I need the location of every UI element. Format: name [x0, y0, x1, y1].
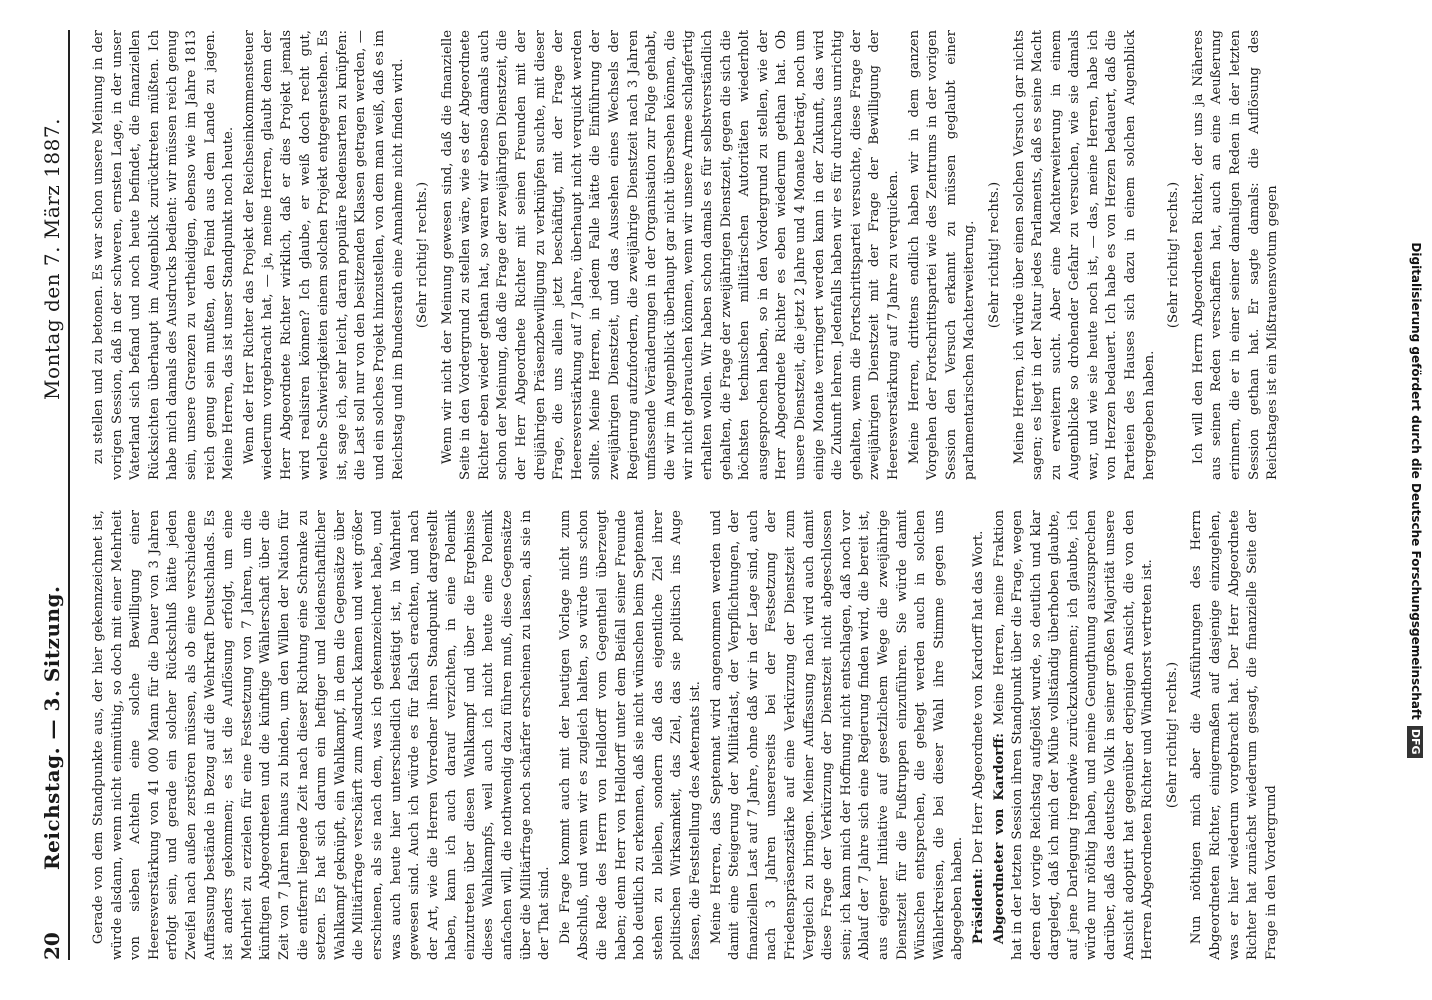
paragraph: Meine Herren, ich würde über einen solchen Versuch gar nichts sagen; es liegt in der Natur jedes Parlaments, daß es seine Macht zu erweitern sucht. Aber eine Machterweiterung in einem Augenblicke so drohender Gefahr zu versuchen, wie sie damals war, und wie sie heute noch ist, — das, meine Herren, habe ich von Herzen bedauert. Ich habe es von Herzen bedauert, daß die Parteien des Hauses sich dazu in einem solchen Augenblick hergegeben haben.	[1011, 30, 1157, 480]
dfg-logo: DFG	[1407, 726, 1423, 758]
paragraph: zu stellen und zu betonen. Es war schon unsere Meinung in der vorigen Session, daß in der schweren, ernsten Lage, in der unser Vaterland sich befand und noch heute befindet, die finanziellen Rücksichten überhaupt im Augenblick zurücktreten müßten. Ich habe mich damals des Ausdrucks bedient: wir müssen reich genug sein, unsere Grenzen zu vertheidigen, ebenso wie im Jahre 1813 reich genug sein mußten, den Feind aus dem Lande zu jagen. Meine Herren, das ist unser Standpunkt noch heute.	[91, 30, 237, 480]
applause-note: (Sehr richtig! rechts.)	[415, 181, 431, 329]
president-label: Präsident:	[970, 868, 986, 945]
applause-note: (Sehr richtig! rechts.)	[1164, 661, 1180, 809]
digitization-note	[1402, 20, 1430, 980]
paragraph: Wenn der Herr Richter das Projekt der Reichseinkommensteuer wiederum vorgebracht hat, — ja, meine Herren, glaubt denn der Herr Abgeordnete Richter wirklich, daß er dies Projekt jemals wird realisiren können? Ich glaube, er weiß doch recht gut, welche Schwierigkeiten einem solchen Projekt entgegenstehen. Es ist, sage ich, sehr leicht, daran populäre Redensarten zu knüpfen: die Last soll nur von den besitzenden Klassen getragen werden, — und ein solches Projekt hinzustellen, von dem man weiß, daß es im Reichstag und im Bundesrath eine Annahme nicht finden wird.	[241, 30, 406, 480]
speaker-text: Meine Herren, meine Fraktion hat in der letzten Session ihren Standpunkt über die Frage, wegen deren der vorige Reichstag aufgelöst wurde, so deutlich und klar dargelegt, daß ich mich der Mühe vollständig überhoben glaubte, auf jene Darlegung irgendwie zurückzukommen; ich glaubte, ich würde nur nöthig haben, und meine Genugthuung auszusprechen darüber, daß das deutsche Volk in seiner großen Majorität unsere Ansicht adoptirt hat gegenüber derjenigen Ansicht, die von den Herren Abgeordneten Richter und Windthorst vertreten ist.	[991, 510, 1156, 960]
digitization-text: Digitalisierung gefördert durch die Deutsche Forschungsgemeinschaft	[1409, 242, 1423, 720]
speaker-paragraph	[991, 510, 1158, 960]
speaker-label: Abgeordneter von Kardorff:	[991, 732, 1007, 945]
paragraph: Wenn wir nicht der Meinung gewesen sind, daß die finanzielle Seite in den Vordergrund zu stellen wäre, wie es der Abgeordnete Richter eben wieder gethan hat, so waren wir ebenso damals auch schon der Meinung, daß die Frage der zweijährigen Dienstzeit, die der Herr Abgeordnete Richter mit seinen Freunden mit der dreijährigen Präsenzbewilligung zu verknüpfen suchte, mit dieser Frage, die uns allein jetzt beschäftigt, mit der Frage der Heeresverstärkung auf 7 Jahre, überhaupt nicht verquickt werden sollte. Meine Herren, in jedem Falle hätte die Einführung der zweijährigen Dienstzeit, und das Aussehen eines Wechsels der Regierung aufzufordern, die zweijährige Dienstzeit nach 3 Jahren umfassende Veränderungen in der Organisation zur Folge gehabt, die wir im Augenblick überhaupt gar nicht übersehen können, die wir nicht gebrauchen können, wenn wir unsere Armee schlagfertig erhalten wollen. Wir haben schon damals es für selbstverständlich gehalten, die Frage der zweijährigen Dienstzeit, gegen die sich die höchsten technischen militärischen Autoritäten wiederholt ausgesprochen haben, so in den Vordergrund zu stellen, wie der Herr Abgeordnete Richter es eben wiederum gethan hat. Ob unsere Dienstzeit, die jetzt 2 Jahre und 4 Monate beträgt, noch um einige Monate verringert werden kann in der Zukunft, das wird die Zukunft lehren. Jedenfalls haben wir es für durchaus unrichtig gehalten, wenn die Fortschrittspartei versuchte, diese Frage der zweijährigen Dienstzeit mit der Frage der Bewilligung der Heeresverstärkung auf 7 Jahre zu verquicken.	[439, 30, 901, 480]
paragraph: Gerade von dem Standpunkte aus, der hier gekennzeichnet ist, würde alsdann, wenn nicht einmüthig, so doch mit einer Mehrheit von sieben Achteln eine solche Bewilligung einer Heeresverstärkung von 41 000 Mann für die Dauer von 3 Jahren erfolgt sein, und gerade ein solcher Rückschluß hätte jeden Zweifel nach außen zerstören müssen, als ob eine verschiedene Auffassung bestände in Bezug auf die Wehrkraft Deutschlands. Es ist anders gekommen; es ist die Auflösung erfolgt, um eine Mehrheit zu erzielen für eine Festsetzung von 7 Jahren, um die künftigen Abgeordneten und die künftige Wählerschaft über die Zeit von 7 Jahren hinaus zu binden, um den Willen der Nation für die entfernt liegende Zeit nach dieser Richtung eine Schranke zu setzen. Es hat sich darum ein heftiger und leidenschaftlicher Wahlkampf geknüpft, ein Wahlkampf, in dem die Gegensätze über die Militärfrage verschärft zum Ausdruck kamen und weit größer erschienen, als sie nach dem, was ich gekennzeichnet habe, und was auch heute hier unterschiedlich bestätigt ist, in Wahrheit gewesen sind. Auch ich würde es für falsch erachten, und nach der Art, wie die Herren Vorredner ihren Standpunkt dargestellt haben, kann ich auch darauf verzichten, in eine Polemik einzutreten über diesen Wahlkampf und über die Ergebnisse dieses Wahlkampfs, weil auch ich nicht heute eine Polemik anfachen will, die nothwendig dazu führen muß, diese Gegensätze über die Militärfrage noch schärfer erscheinen zu lassen, als sie in der That sind.	[91, 510, 553, 960]
page-number: 20	[40, 932, 64, 960]
president-text: Der Herr Abgeordnete von Kardorff hat das Wort.	[970, 530, 986, 864]
paragraph: Meine Herren, drittens endlich haben wir in dem ganzen Vorgehen der Fortschrittspartei wie des Zentrums in der vorigen Session den Versuch erkannt zu müssen geglaubt einer parlamentarischen Machterweiterung.	[906, 30, 978, 480]
paragraph: Die Frage kommt auch mit der heutigen Vorlage nicht zum Abschluß, und wenn wir es zugleich halten, so würde uns schon die Rede des Herrn von Helldorff vom Gegentheil überzeugt haben; denn Herr von Helldorff unter dem Beifall seiner Freunde hob deutlich zu erkennen, daß sie nicht wünschen beim Septennat stehen zu bleiben, sondern daß das eigentliche Ziel ihrer politischen Wirksamkeit, das Ziel, das sie politisch ins Auge fassen, die Feststellung des Aeternats ist.	[557, 510, 703, 960]
session-date: Montag den 7. März 1887.	[40, 118, 64, 400]
paragraph: Nun nöthigen mich aber die Ausführungen des Herrn Abgeordneten Richter, einigermaßen auf dasjenige einzugehen, was er hier wiederum vorgebracht hat. Der Herr Abgeordnete Richter hat zunächst wiederum gesagt, die finanzielle Seite der Frage in den Vordergrund	[1189, 510, 1279, 960]
column-left	[90, 510, 1350, 960]
column-right	[90, 30, 1350, 480]
president-paragraph	[970, 510, 989, 960]
paragraph: Meine Herren, das Septennat wird angenommen werden und damit eine Steigerung der Militärlast, der Verpflichtungen, der finanziellen Last auf 7 Jahre, ohne daß wir in der Lage sind, auch nach 3 Jahren unsererseits bei der Festsetzung der Friedenspräsenzstärke auf eine Verkürzung der Dienstzeit zum Vergleich zu bringen. Meiner Auffassung nach wird auch damit diese Frage der Verkürzung der Dienstzeit nicht abgeschlossen sein; ich kann mich der Hoffnung nicht entschlagen, daß noch vor Ablauf der 7 Jahre sich eine Regierung finden wird, die bereit ist, aus eigener Initiative auf gesetzlichem Wege die zweijährige Dienstzeit für die Fußtruppen einzuführen. Sie würde damit Wünschen entsprechen, die gehegt werden auch in solchen Wählerkreisen, die bei dieser Wahl ihre Stimme gegen uns abgegeben haben.	[708, 510, 966, 960]
journal-title: Reichstag. — 3. Sitzung.	[40, 585, 64, 870]
applause-note: (Sehr richtig! rechts.)	[1166, 181, 1182, 329]
paragraph: Ich will den Herrn Abgeordneten Richter, der uns ja Näheres aus seinen Reden verschaffen hat, auch an eine Aeußerung erinnern, die er in einer seiner damaligen Reden in der letzten Session gethan hat. Er sagte damals: die Auflösung des Reichstages ist ein Mißtrauensvotum gegen	[1190, 30, 1281, 480]
applause-note: (Sehr richtig! rechts.)	[986, 181, 1002, 329]
text-columns	[90, 30, 1350, 960]
digitization-text-wrap	[1402, 20, 1430, 980]
page-header	[38, 30, 70, 960]
